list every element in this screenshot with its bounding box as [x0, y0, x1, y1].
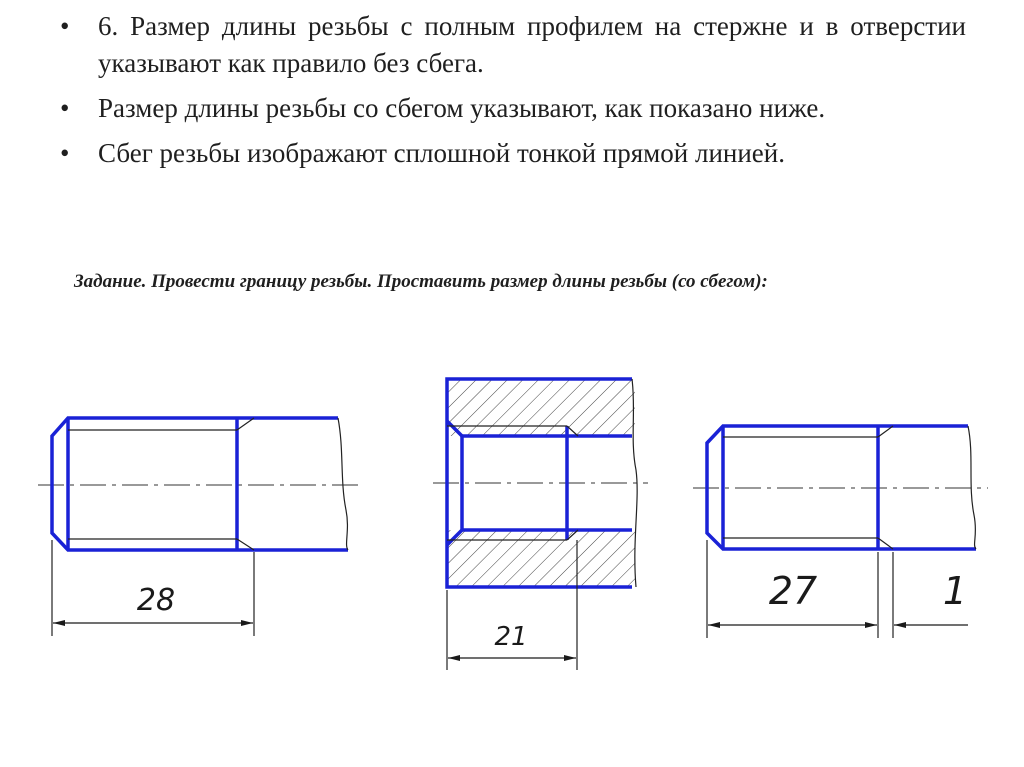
dimension-label: 28: [136, 583, 176, 618]
dimension-label: 21: [494, 622, 528, 652]
bullet-item: • 6. Размер длины резьбы с полным профилем на стержне и в отверстии указывают как правило без сбега.: [60, 8, 966, 82]
section-hatch: [447, 530, 635, 587]
section-hatch: [447, 379, 635, 436]
dimension-label-runout: 1: [942, 569, 968, 613]
rod-drawing-left: [38, 418, 360, 636]
runout-line: [237, 418, 254, 430]
bullet-item: • Сбег резьбы изображают сплошной тонкой прямой линией.: [60, 135, 966, 172]
hole-drawing-middle: [433, 379, 648, 670]
rod-outline: [52, 418, 348, 550]
dimension-label: 27: [768, 569, 818, 613]
task-text: Задание. Провести границу резьбы. Проставить размер длины резьбы (со сбегом):: [74, 271, 768, 292]
bullet-item: • Размер длины резьбы со сбегом указывают, как показано ниже.: [60, 90, 966, 127]
break-line: [338, 418, 348, 550]
rod-drawing-right: [693, 426, 988, 638]
